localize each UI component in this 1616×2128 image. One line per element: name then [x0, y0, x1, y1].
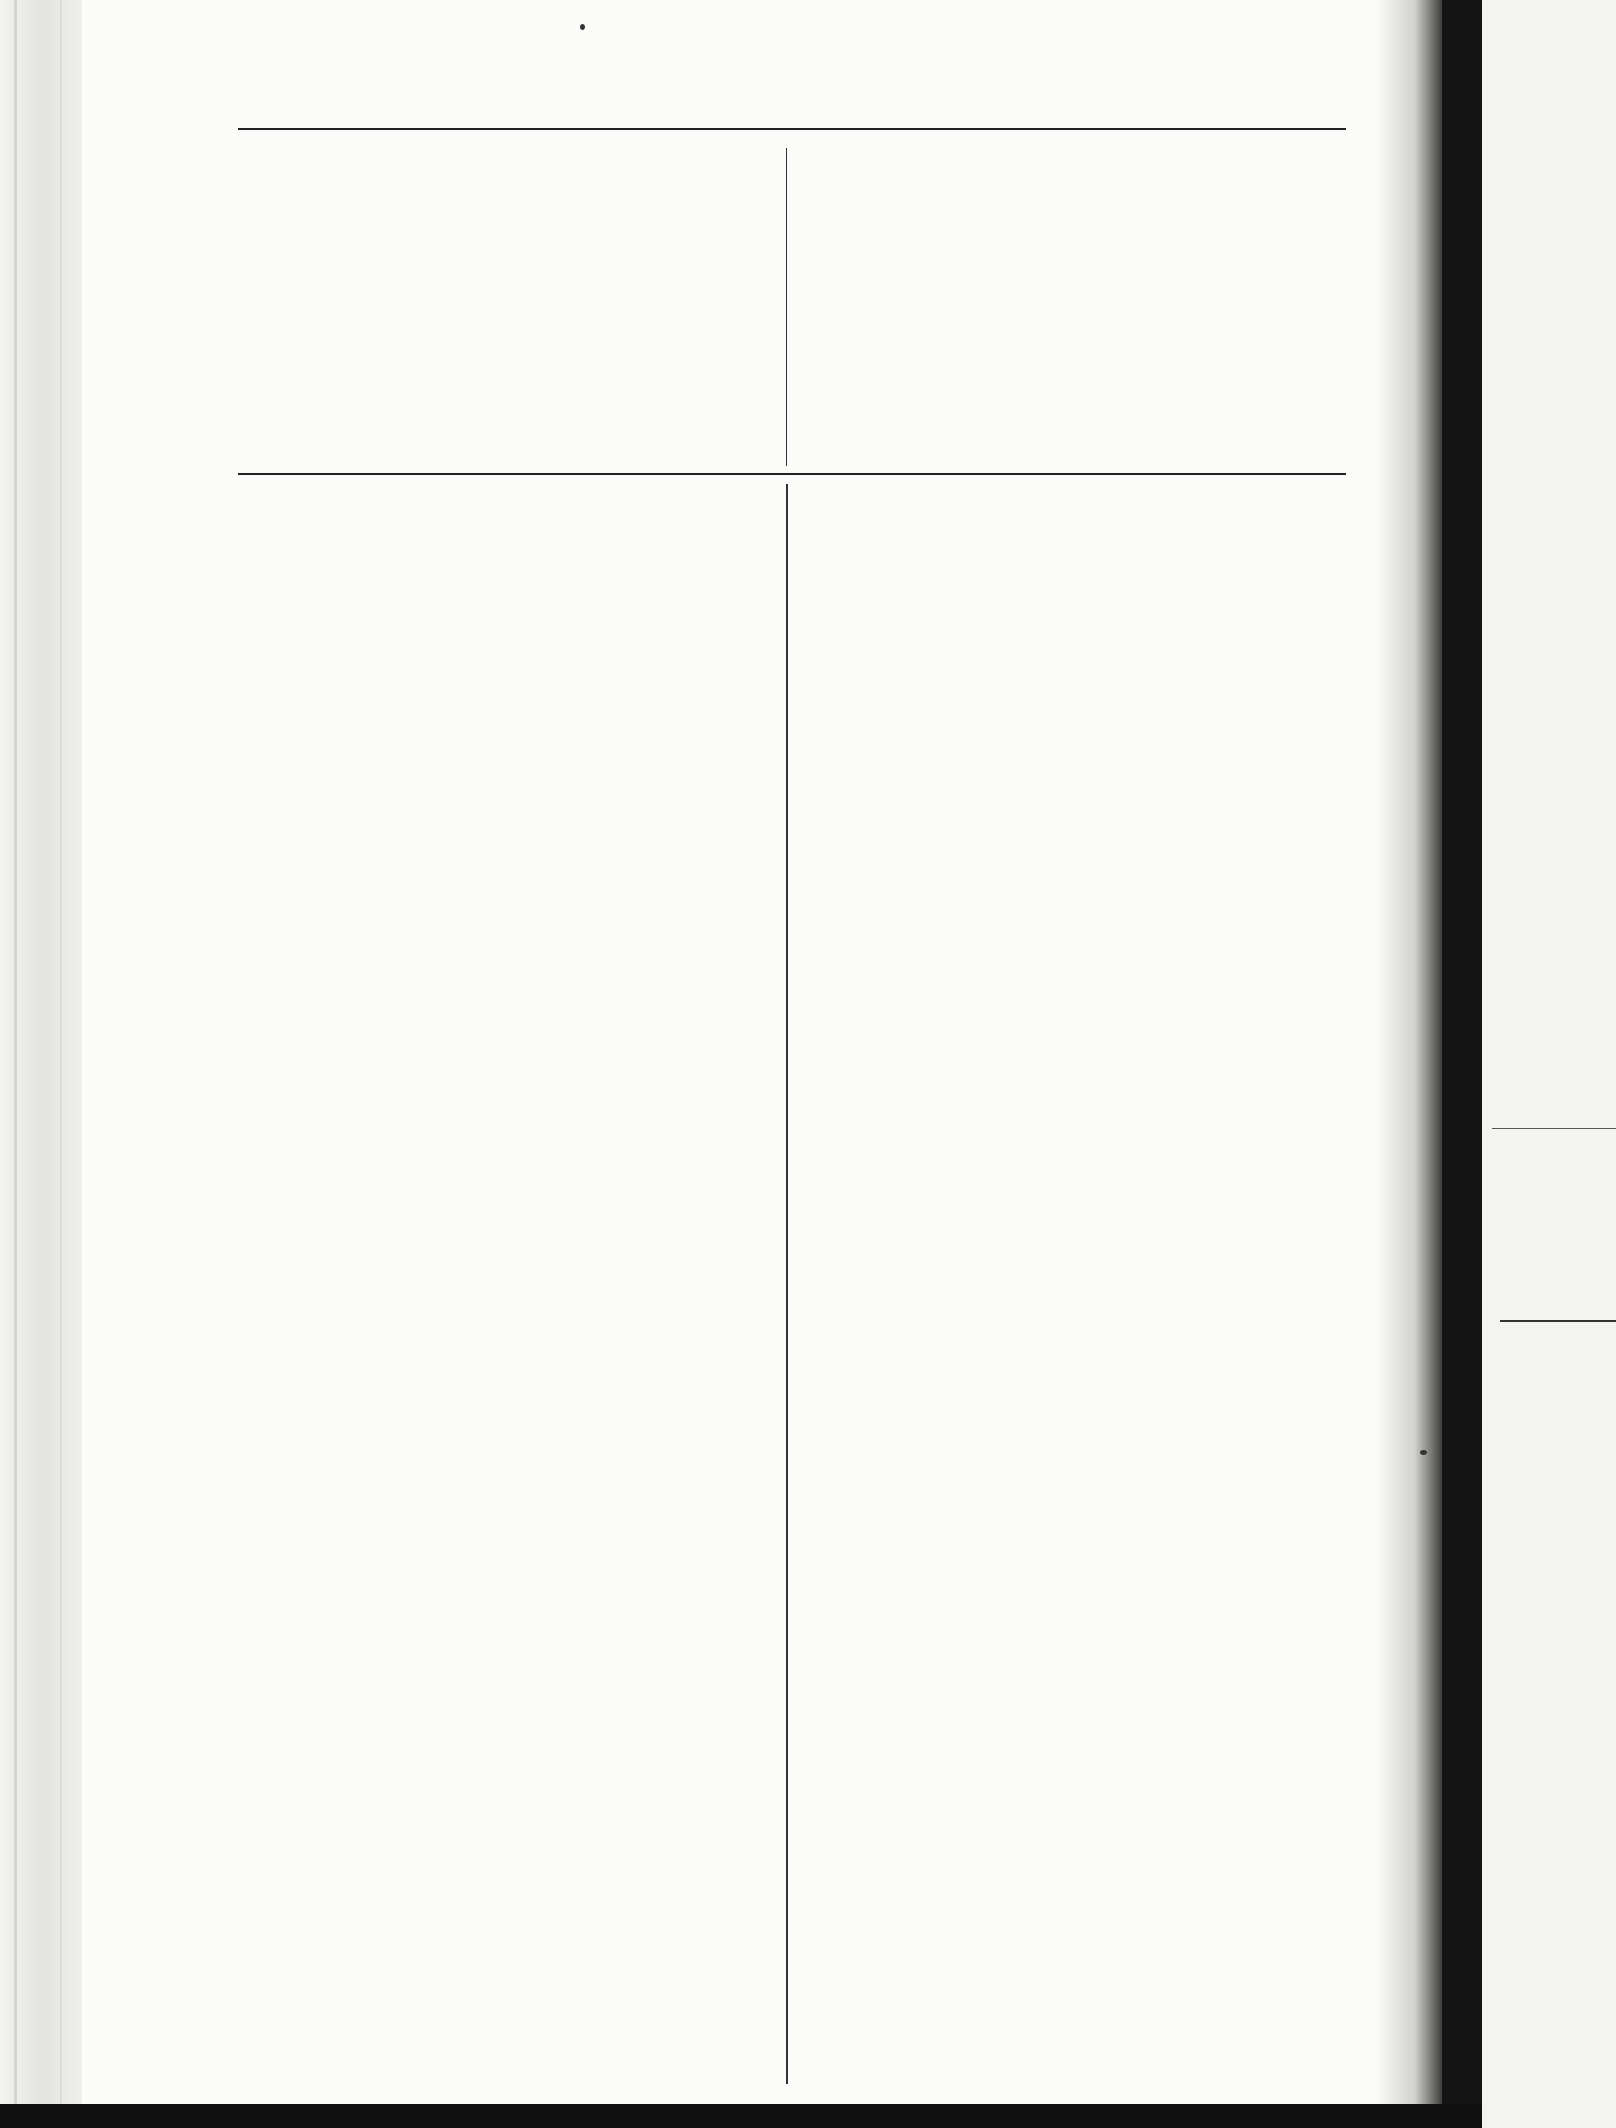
right-main-column — [800, 486, 1340, 518]
section-rule — [238, 473, 1346, 475]
running-head — [238, 80, 1346, 130]
book-gutter — [1442, 0, 1482, 2128]
facing-rule — [1500, 1320, 1616, 1322]
scan-bottom-edge — [0, 2104, 1616, 2128]
ink-speck — [1420, 1450, 1427, 1455]
column-rule-top — [786, 148, 787, 466]
page-gutter-shadow — [1376, 0, 1446, 2128]
scan-edge-left — [0, 0, 82, 2128]
facing-rule — [1492, 1128, 1616, 1129]
facing-page-fragment — [1482, 0, 1616, 2128]
column-rule-main — [786, 484, 788, 2084]
left-main-column — [230, 486, 774, 526]
ink-speck — [580, 24, 585, 30]
